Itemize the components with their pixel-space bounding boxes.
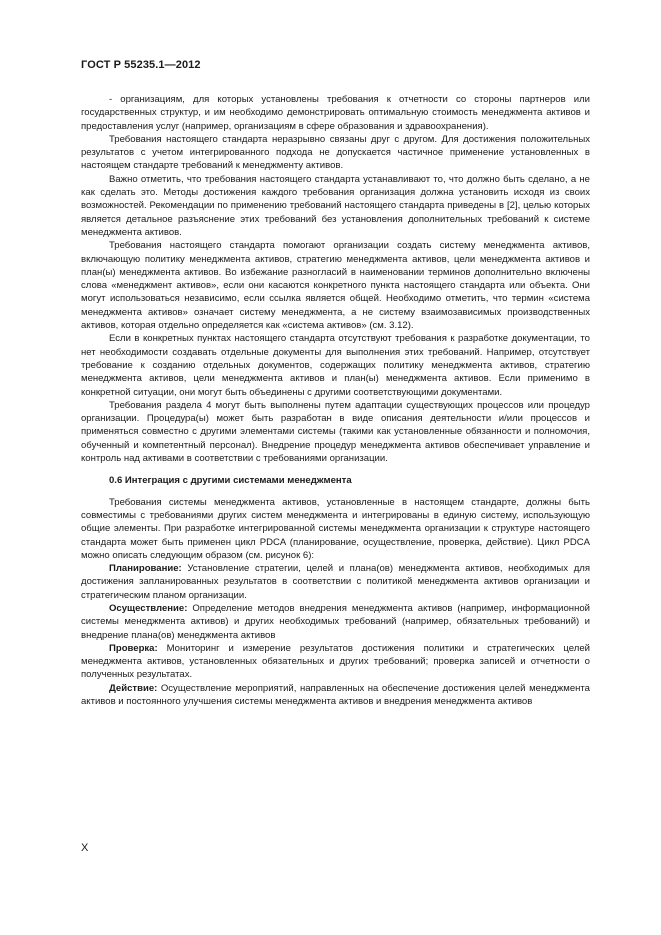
pdca-plan-text: Установление стратегии, целей и плана(ов) менеджмента активов, необходимых для достижения запланированных результатов в соответствии с политикой менеджмента активов организации и стратегическим планом организации. (81, 563, 590, 601)
pdca-do-text: Определение методов внедрения менеджмента активов (например, информационной системы менеджмента активов) и других необходимых требований (например, обязательных требований) и внедрение плана(ов) менеджмента активов (81, 602, 590, 641)
pdca-plan (81, 562, 590, 602)
section-heading: 0.6 Интеграция с другими системами менеджмента (109, 475, 352, 487)
pdca-do (81, 602, 590, 642)
pdca-act-term: Действие: (109, 682, 158, 694)
paragraph: Требования настоящего стандарта помогают организации создать систему менеджмента активов, включающую политику менеджмента активов, стратегию менеджмента активов, цели менеджмента активов и план(ы) менеджмента активов. Во избежание разногласий в наименовании терминов дополнительно включены слова «менеджмент активов», если они касаются конкретного пункта настоящего стандарта или объекта. Они могут использоваться независимо, если ссылка является общей. Необходимо отметить, что термин «система менеджмента активов» означает систему менеджмента, а не систему взаимозависимых производственных активов, которая отдельно определяется как «система активов» (см. 3.12). (81, 240, 590, 332)
pdca-check-text: Мониторинг и измерение результатов достижения политики и стратегических целей менеджмента активов, установленных обязательных и других требований; проверка записей и отчетности о полученных результатах. (81, 642, 590, 681)
page-number: X (81, 842, 89, 854)
pdca-plan-term: Планирование: (109, 563, 182, 575)
paragraph: Требования настоящего стандарта неразрывно связаны друг с другом. Для достижения положительных результатов с учетом интегрированного подхода не допускается частичное применение установленных в настоящем стандарте требований к менеджменту активов. (81, 133, 590, 172)
paragraph: Если в конкретных пунктах настоящего стандарта отсутствуют требования к разработке документации, то нет необходимости создавать отдельные документы для выполнения этих требований. Например, отсутствует требование к созданию отдельных документов, содержащих политику менеджмента активов, стратегию менеджмента активов, цели менеджмента активов и план(ы) менеджмента активов. Если применимо в конкретной ситуации, они могут быть объединены с другими соответствующими документами. (81, 333, 590, 398)
paragraph: Важно отметить, что требования настоящего стандарта устанавливают то, что должно быть сделано, а не как сделать это. Методы достижения каждого требования организация должна установить исходя из своих возможностей. Рекомендации по применению требований настоящего стандарта приведены в [2], целью которых является детальное разъяснение этих требований без установления дополнительных требований к системе менеджмента активов. (81, 173, 590, 238)
pdca-act-text: Осуществление мероприятий, направленных на обеспечение достижения целей менеджмента активов и постоянного улучшения системы менеджмента активов и внедрения менеджмента активов (81, 682, 590, 708)
pdca-act (81, 682, 590, 709)
section-intro: Требования системы менеджмента активов, установленные в настоящем стандарте, должны быть совместимы с требованиями других систем менеджмента и интегрированы в единую систему, использующую общие элементы. При разработке интегрированной системы менеджмента организации к структуре настоящего стандарта может быть применен цикл PDCA (планирование, осуществление, проверка, действие). Цикл PDCA можно описать следующим образом (см. рисунок 6): (81, 496, 590, 561)
pdca-check (81, 642, 590, 682)
pdca-do-term: Осуществление: (109, 602, 188, 614)
document-header: ГОСТ Р 55235.1—2012 (81, 59, 201, 71)
paragraph: Требования раздела 4 могут быть выполнены путем адаптации существующих процессов или процедур организации. Процедура(ы) может быть разработан в виде описания деятельности и/или процессов и применяться совместно с другими элементами системы (такими как установленные обязанности и полномочия, обученный и компетентный персонал). Внедрение процедур менеджмента активов обеспечивает управление и контроль над активами в соответствии с требованиями организации. (81, 399, 590, 465)
document-body (81, 93, 590, 708)
paragraph: - организациям, для которых установлены требования к отчетности со стороны партнеров или государственных структур, и им необходимо демонстрировать оптимальную стоимость менеджмента активов и предоставления услуг (например, организациям в сфере образования и здравоохранения). (81, 94, 590, 132)
pdca-check-term: Проверка: (109, 642, 158, 654)
